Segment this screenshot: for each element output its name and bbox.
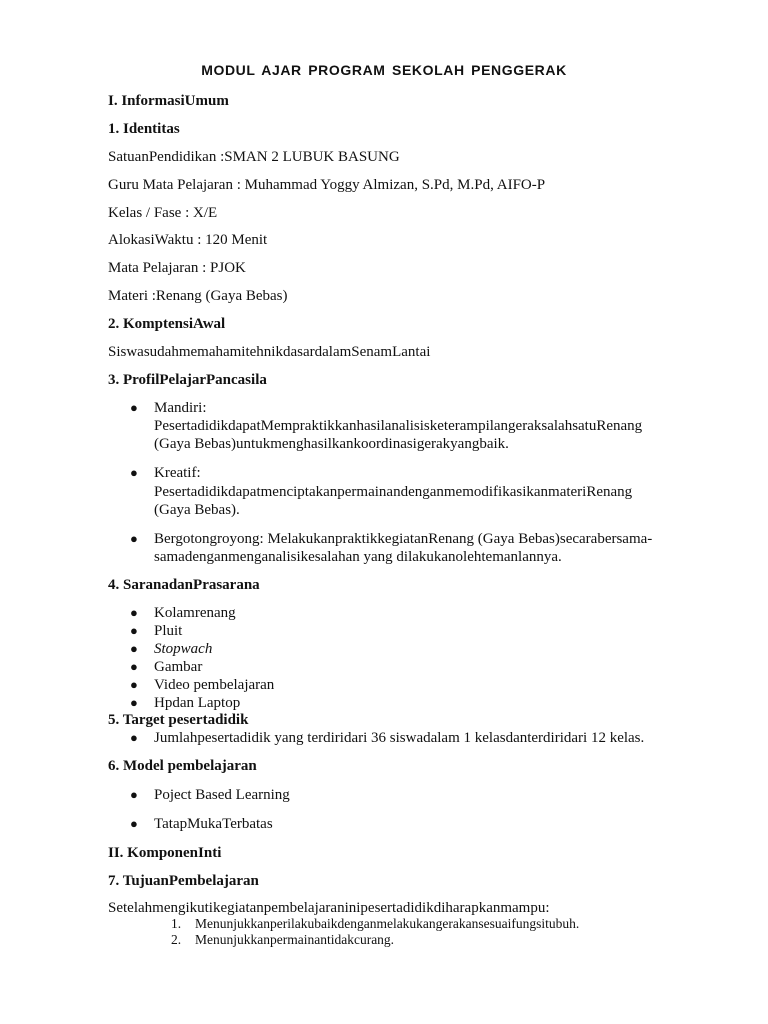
section-heading-informasi-umum: I. InformasiUmum (108, 93, 229, 109)
tujuan-item-text: Menunjukkanpermainantidakcurang. (195, 932, 395, 947)
tujuan-intro: Setelahmengikutikegiatanpembelajaraninipesertadidikdiharapkanmampu: (108, 900, 550, 916)
target-item: Jumlahpesertadidik yang terdiridari 36 siswadalam 1 kelasdanterdiridari 12 kelas. (154, 730, 645, 746)
mata-pelajaran: Mata Pelajaran : PJOK (108, 260, 246, 276)
heading-kompetensi-awal: 2. KomptensiAwal (108, 316, 226, 332)
kelas-fase: Kelas / Fase : X/E (108, 205, 218, 221)
heading-profil-pelajar-pancasila: 3. ProfilPelajarPancasila (108, 372, 267, 388)
heading-tujuan-pembelajaran: 7. TujuanPembelajaran (108, 873, 259, 889)
heading-target-peserta-didik: 5. Target pesertadidik (108, 712, 249, 728)
bullet-icon: ● (130, 400, 138, 415)
bullet-icon: ● (130, 605, 138, 620)
bullet-icon: ● (130, 641, 138, 656)
alokasi-waktu: AlokasiWaktu : 120 Menit (108, 232, 268, 248)
bullet-icon: ● (130, 695, 138, 710)
bullet-icon: ● (130, 623, 138, 638)
satuan-pendidikan: SatuanPendidikan :SMAN 2 LUBUK BASUNG (108, 149, 400, 165)
sarana-item: Stopwach (154, 641, 213, 657)
bullet-icon: ● (130, 659, 138, 674)
tujuan-item-text: Menunjukkanperilakubaikdenganmelakukangerakansesuaifungsitubuh. (195, 916, 580, 931)
sarana-item: Hpdan Laptop (154, 695, 241, 711)
sarana-item: Gambar (154, 659, 203, 675)
guru-mata-pelajaran: Guru Mata Pelajaran : Muhammad Yoggy Almizan, S.Pd, M.Pd, AIFO-P (108, 177, 546, 193)
tujuan-item-number: 1. (171, 916, 182, 931)
heading-identitas: 1. Identitas (108, 121, 180, 137)
bullet-icon: ● (130, 465, 138, 480)
bullet-icon: ● (130, 531, 138, 546)
kompetensi-awal-text: SiswasudahmemahamitehnikdasardalamSenamLantai (108, 344, 431, 360)
bullet-icon: ● (130, 816, 138, 831)
profil-item-kreatif-text-cont: (Gaya Bebas). (154, 502, 240, 518)
bullet-icon: ● (130, 787, 138, 802)
heading-model-pembelajaran: 6. Model pembelajaran (108, 758, 257, 774)
model-item: Poject Based Learning (154, 787, 290, 803)
sarana-item: Video pembelajaran (154, 677, 275, 693)
sarana-item: Pluit (154, 623, 183, 639)
profil-item-gotong-royong: Bergotongroyong: MelakukanpraktikkegiatanRenang (Gaya Bebas)secarabersama- (154, 531, 653, 547)
tujuan-item-number: 2. (171, 932, 182, 947)
section-heading-komponen-inti: II. KomponenInti (108, 845, 222, 861)
sarana-item: Kolamrenang (154, 605, 236, 621)
profil-item-kreatif-label: Kreatif: (154, 465, 201, 481)
profil-item-kreatif-text: PesertadidikdapatmenciptakanpermainandenganmemodifikasikanmateriRenang (154, 484, 633, 500)
heading-sarana-prasarana: 4. SaranadanPrasarana (108, 577, 260, 593)
model-item: TatapMukaTerbatas (154, 816, 273, 832)
profil-item-mandiri-text-cont: (Gaya Bebas)untukmenghasilkankoordinasigerakyangbaik. (154, 436, 509, 452)
profil-item-mandiri-text: PesertadidikdapatMempraktikkanhasilanalisisketerampilangeraksalahsatuRenang (154, 418, 643, 434)
bullet-icon: ● (130, 677, 138, 692)
profil-item-gotong-royong-cont: samadenganmenganalisikesalahan yang dilakukanolehtemanlannya. (154, 549, 562, 565)
profil-item-mandiri-label: Mandiri: (154, 400, 207, 416)
materi: Materi :Renang (Gaya Bebas) (108, 288, 288, 304)
bullet-icon: ● (130, 730, 138, 745)
document-title: MODUL AJAR PROGRAM SEKOLAH PENGGERAK (201, 62, 567, 78)
